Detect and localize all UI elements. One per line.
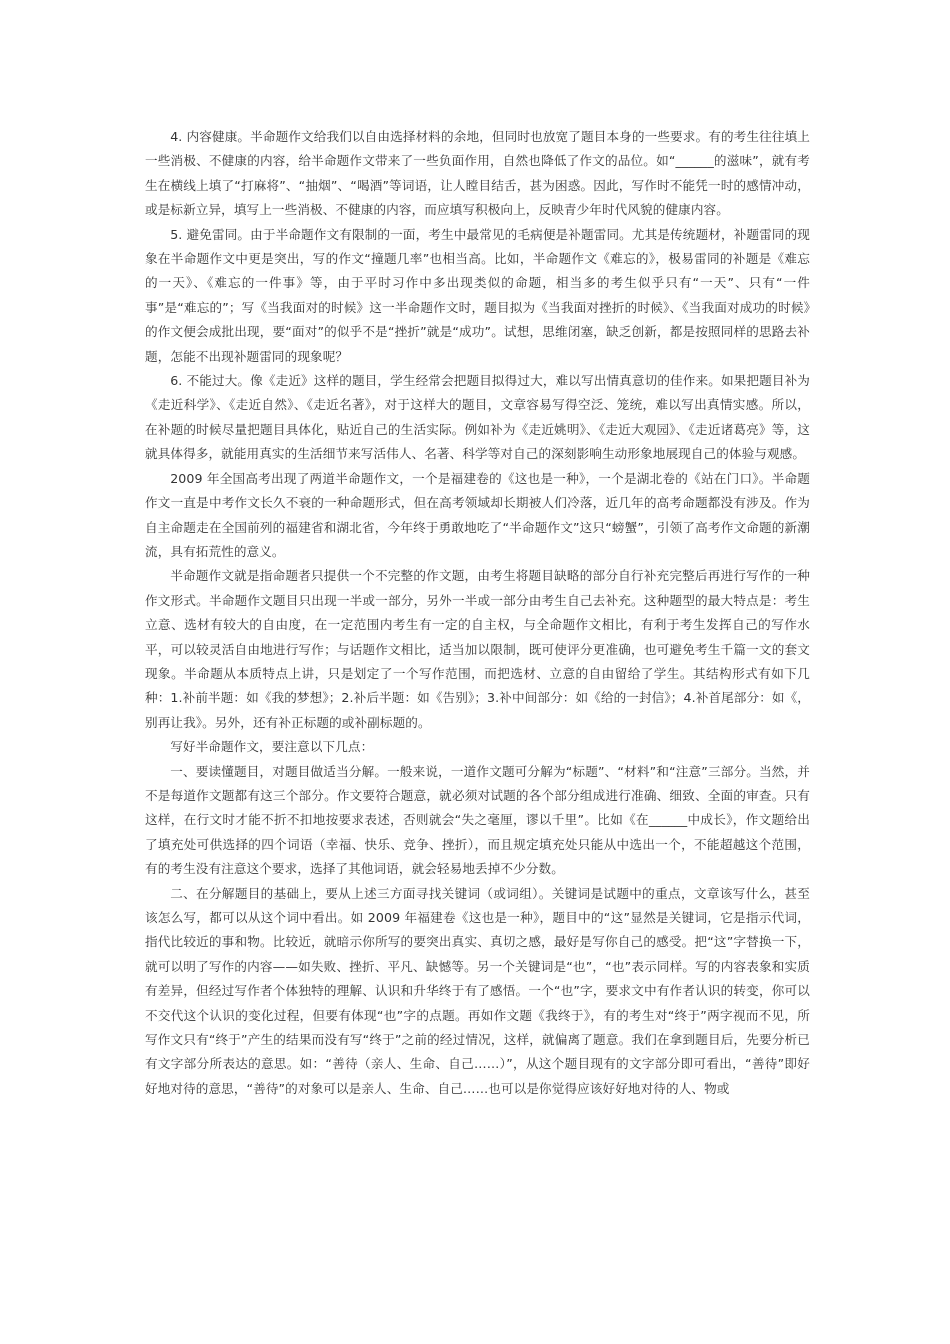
- paragraph-tip-one: 一、要读懂题目，对题目做适当分解。一般来说，一道作文题可分解为“标题”、“材料”和“注意”三部分。当然，并不是每道作文题都有这三个部分。作文要符合题意，就必须对试题的各个部分组成进行准确、细致、全面的审查。只有这样，在行文时才能不折不扣地按要求表述，否则就会“失之毫厘，谬以千里”。比如《在______中成长》，作文题给出了填充处可供选择的四个词语（幸福、快乐、竞争、挫折），而且规定填充处只能从中选出一个，不能超越这个范围，有的考生没有注意这个要求，选择了其他词语，就会轻易地丢掉不少分数。: [145, 763, 810, 877]
- paragraph-content-health: 4. 内容健康。半命题作文给我们以自由选择材料的余地，但同时也放宽了题目本身的一些要求。有的考生往往填上一些消极、不健康的内容，给半命题作文带来了一些负面作用，自然也降低了作文的品位。如“______的滋味”，就有考生在横线上填了“打麻将”、“抽烟”、“喝酒”等词语，让人瞠目结舌，甚为困惑。因此，写作时不能凭一时的感情冲动，或是标新立异，填写上一些消极、不健康的内容，而应填写积极向上，反映青少年时代风貌的健康内容。: [145, 129, 810, 218]
- paragraph-avoid-similarity: 5. 避免雷同。由于半命题作文有限制的一面，考生中最常见的毛病便是补题雷同。尤其是传统题材，补题雷同的现象在半命题作文中更是突出，写的作文“撞题几率”也相当高。比如，半命题作文《难忘的》，极易雷同的补题是《难忘的一天》、《难忘的一件事》等，由于平时习作中多出现类似的命题，相当多的考生似乎只有“一天”、只有“一件事”是“难忘的”；写《当我面对的时候》这一半命题作文时，题目拟为《当我面对挫折的时候》、《当我面对成功的时候》的作文便会成批出现，要“面对”的似乎不是“挫折”就是“成功”。试想，思维闭塞，缺乏创新，都是按照同样的思路去补题，怎能不出现补题雷同的现象呢？: [145, 226, 810, 364]
- paragraph-definition: 半命题作文就是指命题者只提供一个不完整的作文题，由考生将题目缺略的部分自行补充完整后再进行写作的一种作文形式。半命题作文题目只出现一半或一部分，另外一半或一部分由考生自己去补充。这种题型的最大特点是：考生立意、选材有较大的自由度，在一定范围内考生有一定的自主权，与全命题作文相比，有利于考生发挥自己的写作水平，可以较灵活自由地进行写作；与话题作文相比，适当加以限制，既可使评分更准确，也可避免考生千篇一文的套文现象。半命题从本质特点上讲，只是划定了一个写作范围，而把选材、立意的自由留给了学生。其结构形式有如下几种：1.补前半题：如《我的梦想》；2.补后半题：如《告别》；3.补中间部分：如《给的一封信》；4.补首尾部分：如《，别再让我》。另外，还有补正标题的或补副标题的。: [145, 568, 810, 730]
- paragraph-tips-intro: 写好半命题作文，要注意以下几点：: [170, 739, 374, 755]
- paragraph-2009-exam: 2009 年全国高考出现了两道半命题作文，一个是福建卷的《这也是一种》，一个是湖北卷的《站在门口》。半命题作文一直是中考作文长久不衰的一种命题形式，但在高考领域却长期被人们冷落，近几年的高考命题都没有涉及。作为自主命题走在全国前列的福建省和湖北省，今年终于勇敢地吃了“半命题作文”这只“螃蟹”，引领了高考作文命题的新潮流，具有拓荒性的意义。: [145, 470, 810, 559]
- paragraph-tip-two: 二、在分解题目的基础上，要从上述三方面寻找关键词（或词组）。关键词是试题中的重点，文章该写什么，甚至该怎么写，都可以从这个词中看出。如 2009 年福建卷《这也是一种》，题目中的“这”显然是关键词，它是指示代词，指代比较近的事和物。比较近，就暗示你所写的要突出真实、真切之感，最好是写你自己的感受。把“这”字替换一下，就可以明了写作的内容——如失败、挫折、平凡、缺憾等。另一个关键词是“也”，“也”表示同样。写的内容表象和实质有差异，但经过写作者个体独特的理解、认识和升华终于有了感悟。一个“也”字，要求文中有作者认识的转变，你可以不交代这个认识的变化过程，但要有体现“也”字的点题。再如作文题《我终于》，有的考生对“终于”两字视而不见，所写作文只有“终于”产生的结果而没有写“终于”之前的经过情况，这样，就偏离了题意。我们在拿到题目后，先要分析已有文字部分所表达的意思。如：“善待（亲人、生命、自己……）”，从这个题目现有的文字部分即可看出，“善待”即好好地对待的意思，“善待”的对象可以是亲人、生命、自己……也可以是你觉得应该好好地对待的人、物或: [145, 885, 810, 1096]
- paragraph-not-too-broad: 6. 不能过大。像《走近》这样的题目，学生经常会把题目拟得过大，难以写出情真意切的佳作来。如果把题目补为《走近科学》、《走近自然》、《走近名著》，对于这样大的题目，文章容易写得空泛、笼统，难以写出真情实感。所以，在补题的时候尽量把题目具体化，贴近自己的生活实际。例如补为《走近姚明》、《走近大观园》、《走近诸葛亮》等，这就具体得多，就能用真实的生活细节来写活伟人、名著、科学等对自己的深刻影响生动形象地展现自己的体验与观感。: [145, 373, 810, 462]
- document-page: [145, 125, 810, 1101]
